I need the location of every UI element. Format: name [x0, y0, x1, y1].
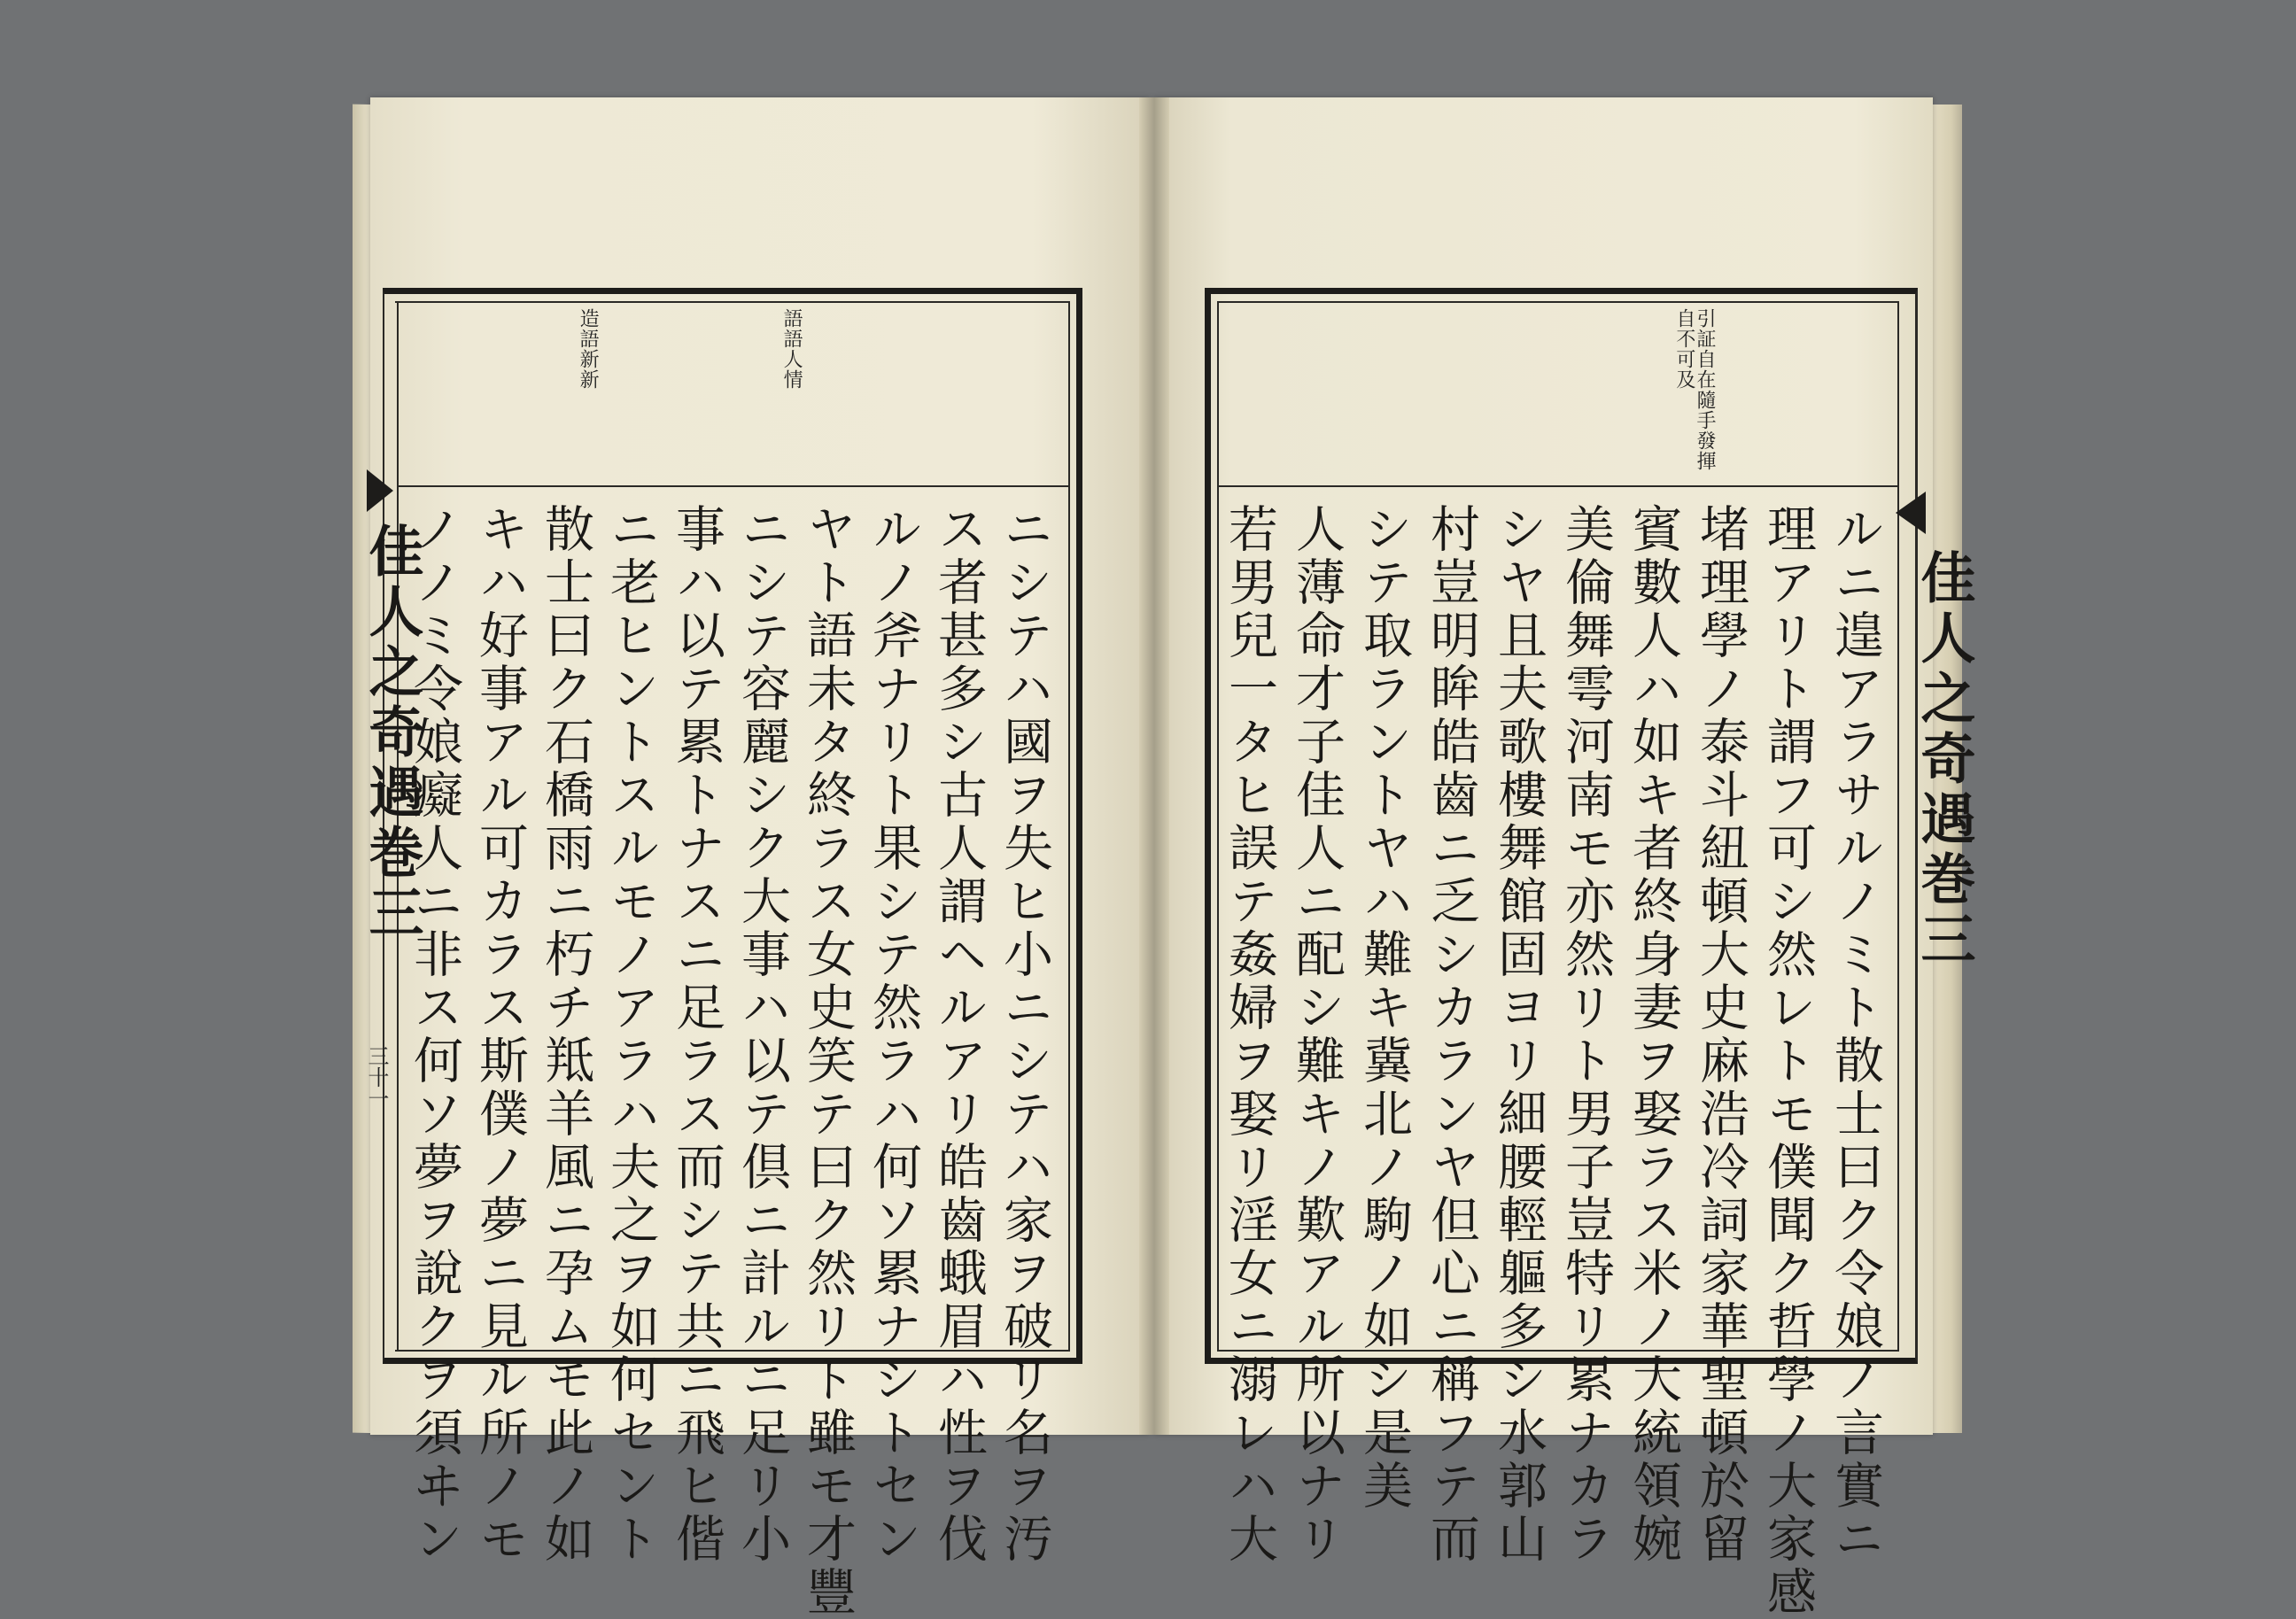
head-note: 引証自在隨手發揮自不可及 — [1672, 308, 1716, 471]
text-column: ルニ遑アラサルノミト散士曰ク令娘ノ言實ニ — [1827, 503, 1884, 1566]
text-column: シテ取ラントヤハ難キ冀北ノ駒ノ如シ是美 — [1355, 503, 1413, 1513]
text-column: ルノ斧ナリト果シテ然ラハ何ソ累ナシトセン — [865, 503, 922, 1566]
right-side-title: 佳人之奇遇巻三 — [1912, 549, 1976, 971]
text-column: 堵理學ノ泰斗紐頓大史麻浩冷詞家華聖頓於留 — [1692, 503, 1749, 1566]
text-column: ニシテ容麗シク大事ハ以テ倶ニ計ルニ足リ小 — [733, 503, 791, 1566]
left-side-title: 佳人之奇遇巻三 — [360, 523, 424, 944]
fishtail-mark-left — [367, 469, 393, 512]
text-column: 美倫舞雩河南モ亦然リト男子豈特リ累ナカラ — [1557, 503, 1615, 1566]
fishtail-mark-right — [1896, 492, 1926, 534]
text-column: 散士曰ク石橋雨ニ朽チ羝羊風ニ孕ムモ此ノ如 — [537, 503, 594, 1566]
text-column: 村豈明眸皓齒ニ乏シカランヤ但心ニ稱フテ而 — [1423, 503, 1480, 1566]
text-column: 事ハ以テ累トナスニ足ラス而シテ共ニ飛ヒ偕 — [668, 503, 725, 1566]
right-head-rule — [1219, 485, 1897, 487]
text-column: シヤ且夫歌樓舞館固ヨリ細腰輕軀多シ水郭山 — [1490, 503, 1547, 1566]
left-head-rule — [397, 485, 1068, 487]
left-folio: 三十一 — [364, 1045, 389, 1109]
text-column: ニ老ヒントスルモノアラハ夫之ヲ如何セント — [602, 503, 660, 1566]
text-column: キハ好事アル可カラス斯僕ノ夢ニ見ル所ノモ — [471, 503, 529, 1566]
text-column: ノノミ令娘癡人ニ非ス何ソ夢ヲ說クヲ須ヰン — [406, 503, 463, 1566]
book-gutter — [1139, 97, 1169, 1435]
text-column: ヤト語未タ終ラス女史笑テ曰ク然リト雖モ才豐 — [799, 503, 857, 1619]
text-column: 若男兒一タヒ誤テ姦婦ヲ娶リ淫女ニ溺レハ大 — [1221, 503, 1278, 1566]
text-column: ス者甚多シ古人謂ヘルアリ皓齒蛾眉ハ性ヲ伐 — [930, 503, 988, 1566]
right-hanshin-rule — [1897, 301, 1899, 1352]
head-note: 語語人情 — [780, 308, 803, 390]
text-column: ニシテハ國ヲ失ヒ小ニシテハ家ヲ破リ名ヲ汚 — [996, 503, 1053, 1566]
text-column: 理アリト謂フ可シ然レトモ僕聞ク哲學ノ大家感 — [1759, 503, 1817, 1619]
head-note: 造語新新 — [577, 308, 600, 390]
text-column: 賓數人ハ如キ者終身妻ヲ娶ラス米ノ大統領婉 — [1625, 503, 1682, 1566]
text-column: 人薄命才子佳人ニ配シ難キノ歎アル所以ナリ — [1288, 503, 1346, 1566]
